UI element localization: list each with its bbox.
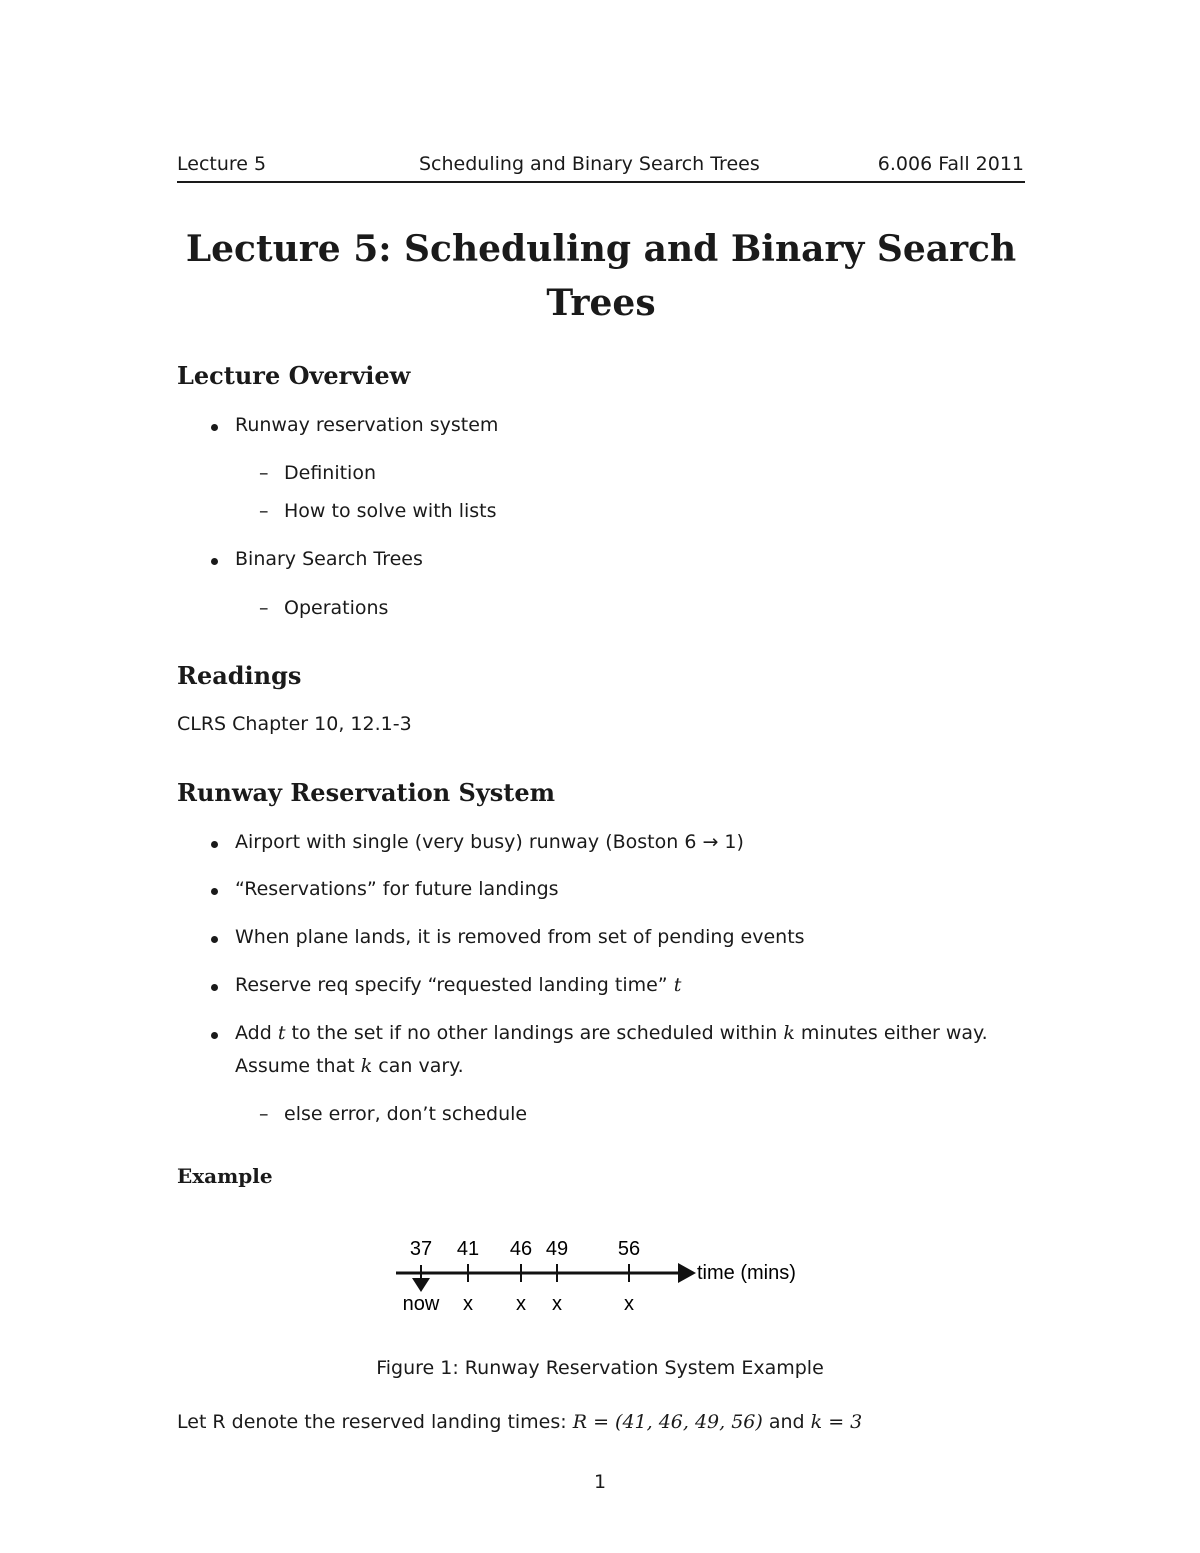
formula-r: R = (41, 46, 49, 56) bbox=[572, 1411, 763, 1433]
bullet-dot bbox=[211, 1032, 218, 1039]
timeline-arrowhead bbox=[678, 1263, 696, 1283]
mark-label: x bbox=[552, 1293, 562, 1315]
variable-k: k bbox=[783, 1022, 795, 1044]
overview-item-bst: Binary Search Trees bbox=[235, 548, 423, 570]
variable-t: t bbox=[673, 974, 682, 996]
bullet-dot bbox=[211, 841, 218, 848]
tick-label: 41 bbox=[456, 1238, 480, 1260]
add-text: Add bbox=[235, 1022, 272, 1044]
axis-label: time (mins) bbox=[697, 1262, 796, 1284]
overview-subitem-lists: How to solve with lists bbox=[284, 500, 497, 522]
mark-label-now: now bbox=[402, 1293, 440, 1315]
reserve-req-text: Reserve req specify “requested landing time” bbox=[235, 974, 668, 996]
tick-label: 56 bbox=[617, 1238, 641, 1260]
readings-text: CLRS Chapter 10, 12.1-3 bbox=[177, 713, 412, 735]
mark-label: x bbox=[516, 1293, 526, 1315]
dash-marker: – bbox=[259, 462, 269, 484]
bullet-dot bbox=[211, 936, 218, 943]
assume-text-end: can vary. bbox=[378, 1055, 464, 1077]
title-line-2: Trees bbox=[546, 282, 656, 324]
tick-label: 37 bbox=[409, 1238, 433, 1260]
runway-subitem-else: else error, don’t schedule bbox=[284, 1103, 528, 1125]
runway-bullet-reservations: “Reservations” for future landings bbox=[235, 878, 559, 900]
let-text: Let R denote the reserved landing times: bbox=[177, 1411, 567, 1433]
bullet-dot bbox=[211, 558, 218, 565]
runway-heading: Runway Reservation System bbox=[177, 778, 556, 807]
add-text-middle: to the set if no other landings are scheduled within bbox=[291, 1022, 778, 1044]
and-text: and bbox=[768, 1411, 805, 1433]
variable-k: k bbox=[360, 1055, 373, 1077]
page-title bbox=[177, 222, 1025, 330]
now-arrow-icon bbox=[412, 1278, 430, 1292]
runway-bullet-airport: Airport with single (very busy) runway (Boston 6 → 1) bbox=[235, 831, 744, 853]
dash-marker: – bbox=[259, 597, 269, 619]
title-line-1: Lecture 5: Scheduling and Binary Search bbox=[185, 228, 1017, 270]
mark-label: x bbox=[624, 1293, 634, 1315]
header-title: Scheduling and Binary Search Trees bbox=[419, 153, 760, 175]
bullet-dot bbox=[211, 888, 218, 895]
formula-k: k = 3 bbox=[810, 1411, 863, 1433]
example-heading: Example bbox=[177, 1164, 273, 1188]
page-number: 1 bbox=[593, 1471, 607, 1493]
bullet-dot bbox=[211, 984, 218, 991]
variable-t: t bbox=[277, 1022, 286, 1044]
dash-marker: – bbox=[259, 500, 269, 522]
add-text-end: minutes either way. bbox=[800, 1022, 988, 1044]
mark-label: x bbox=[463, 1293, 473, 1315]
tick-label: 46 bbox=[509, 1238, 533, 1260]
overview-item-runway: Runway reservation system bbox=[235, 414, 499, 436]
overview-subitem-definition: Definition bbox=[284, 462, 377, 484]
dash-marker: – bbox=[259, 1103, 269, 1125]
tick-label: 49 bbox=[545, 1238, 569, 1260]
readings-heading: Readings bbox=[177, 661, 302, 690]
header-lecture-number: Lecture 5 bbox=[177, 153, 267, 175]
runway-bullet-add-t-line2 bbox=[235, 1055, 464, 1077]
runway-timeline-figure bbox=[390, 1230, 820, 1320]
runway-bullet-plane-lands: When plane lands, it is removed from set of pending events bbox=[235, 926, 805, 948]
bullet-dot bbox=[211, 424, 218, 431]
runway-bullet-reserve-req bbox=[235, 974, 681, 996]
runway-bullet-add-t bbox=[235, 1022, 1035, 1044]
figure-caption: Figure 1: Runway Reservation System Example bbox=[376, 1357, 824, 1379]
overview-heading: Lecture Overview bbox=[177, 361, 411, 390]
overview-subitem-operations: Operations bbox=[284, 597, 389, 619]
header-rule bbox=[177, 181, 1025, 183]
reserved-times-sentence bbox=[177, 1411, 862, 1433]
assume-text: Assume that bbox=[235, 1055, 355, 1077]
header-course: 6.006 Fall 2011 bbox=[877, 153, 1024, 175]
